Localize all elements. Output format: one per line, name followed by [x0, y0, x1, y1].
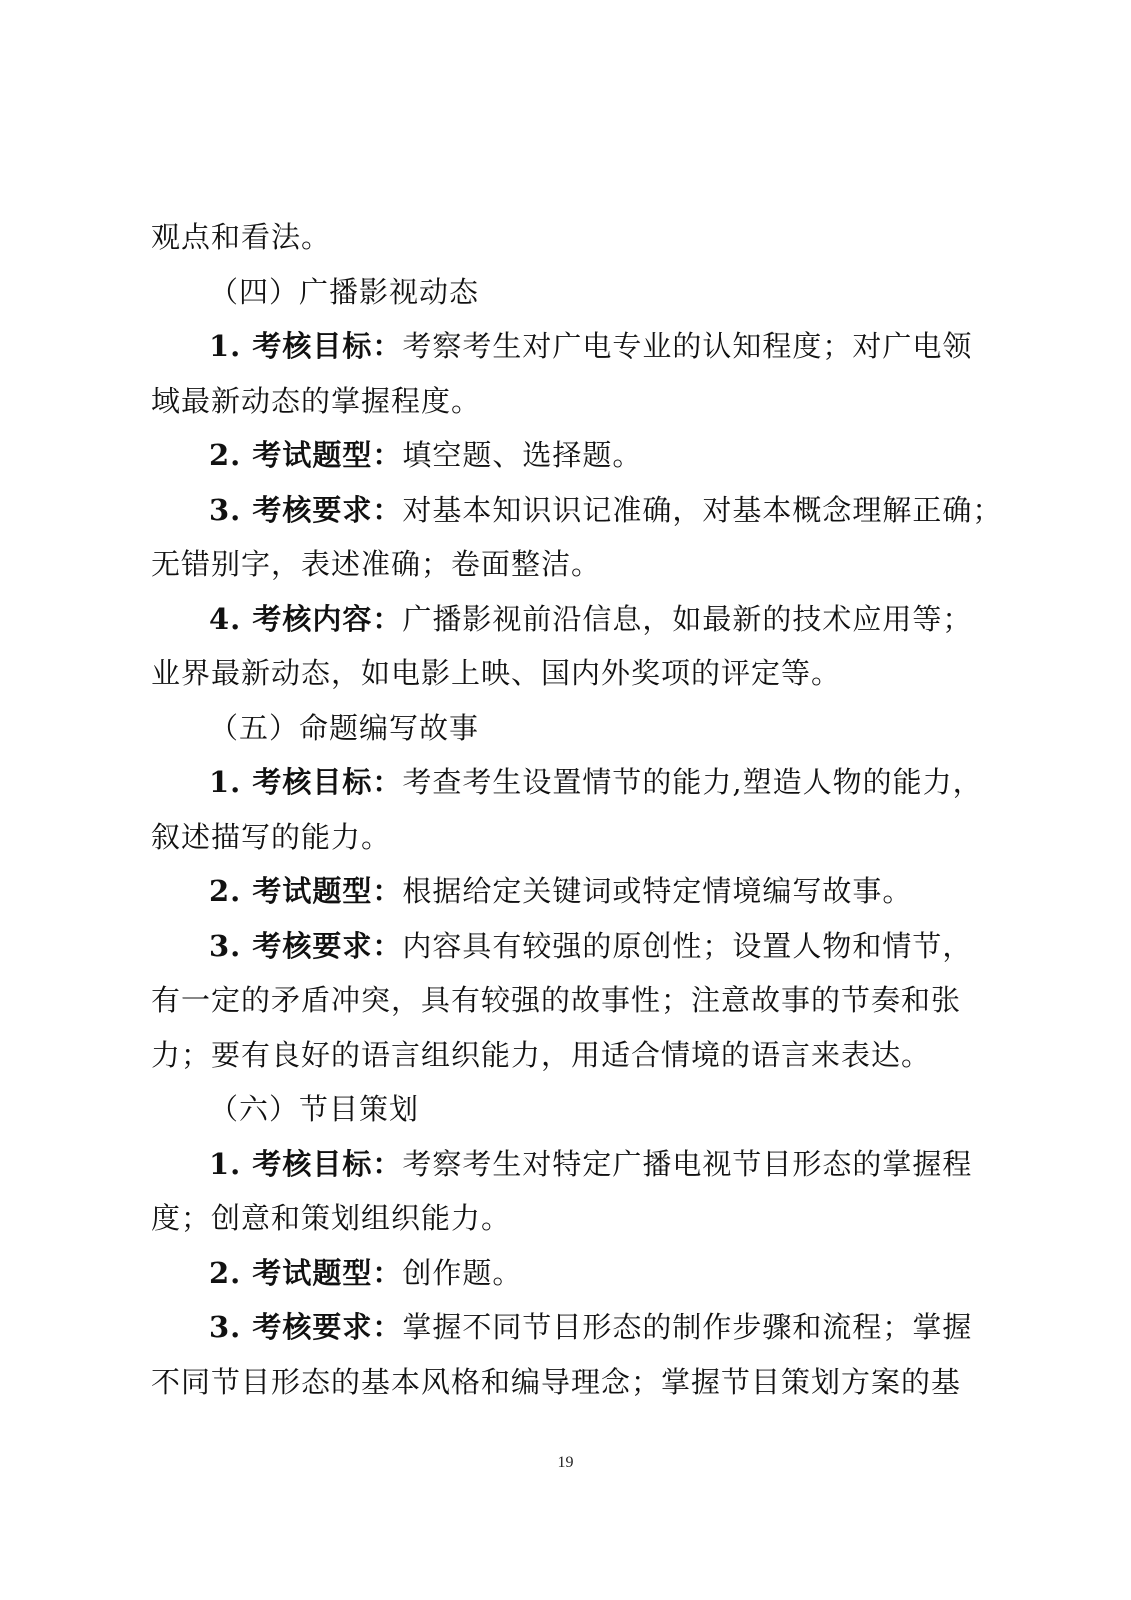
line-text: 创作题。 [402, 1255, 523, 1290]
body-text [151, 210, 1003, 1409]
item-line [151, 1300, 973, 1355]
item-label: 3. 考核要求： [209, 928, 403, 963]
item-line [151, 1191, 961, 1246]
item-label: 3. 考核要求： [209, 492, 403, 527]
item-line [151, 864, 961, 919]
line-text: 考查考生设置情节的能力,塑造人物的能力， [402, 765, 983, 799]
line-text: 业界最新动态，如电影上映、国内外奖项的评定等。 [151, 656, 842, 690]
section-heading: （六）节目策划 [209, 1092, 420, 1126]
line-text: 有一定的矛盾冲突，具有较强的故事性；注意故事的节奏和张 [151, 983, 962, 1017]
line-text: 考察考生对特定广播电视节目形态的掌握程 [402, 1146, 973, 1181]
line-text: 内容具有较强的原创性；设置人物和情节， [402, 928, 973, 963]
item-line [151, 537, 961, 592]
item-label: 4. 考核内容： [209, 601, 403, 636]
line-text: 观点和看法。 [151, 220, 332, 254]
item-label: 3. 考核要求： [209, 1310, 403, 1344]
item-line [151, 919, 973, 974]
item-line [151, 810, 961, 865]
page-number: 19 [557, 1454, 574, 1471]
line-text: 无错别字，表述准确；卷面整洁。 [151, 547, 602, 581]
line-text: 度；创意和策划组织能力。 [151, 1201, 512, 1235]
line-text: 根据给定关键词或特定情境编写故事。 [402, 874, 913, 908]
line-text: 广播影视前沿信息，如最新的技术应用等； [402, 601, 973, 636]
item-line [151, 592, 973, 647]
item-line [151, 1246, 961, 1301]
item-label: 2. 考试题型： [209, 1255, 403, 1290]
paragraph-line [151, 210, 961, 265]
line-text: 对基本知识识记准确，对基本概念理解正确； [402, 492, 1003, 527]
item-label: 1. 考核目标： [209, 765, 403, 799]
item-label: 1. 考核目标： [209, 329, 403, 363]
item-line [151, 1028, 961, 1083]
item-line [151, 755, 983, 810]
item-label: 2. 考试题型： [209, 438, 403, 472]
item-line [151, 319, 973, 374]
item-line [151, 483, 1003, 538]
item-line [151, 973, 961, 1028]
line-text: 叙述描写的能力。 [151, 819, 392, 854]
item-line [151, 1355, 961, 1410]
item-line [151, 428, 961, 483]
line-text: 填空题、选择题。 [402, 438, 643, 472]
section-heading: （四）广播影视动态 [209, 274, 480, 309]
line-text: 域最新动态的掌握程度。 [151, 383, 482, 418]
item-line [151, 1137, 973, 1192]
section-heading: （五）命题编写故事 [209, 710, 480, 745]
item-line [151, 646, 961, 701]
line-text: 不同节目形态的基本风格和编导理念；掌握节目策划方案的基 [151, 1364, 962, 1399]
line-text: 力；要有良好的语言组织能力，用适合情境的语言来表达。 [151, 1037, 932, 1072]
item-line [151, 374, 961, 429]
line-text: 掌握不同节目形态的制作步骤和流程；掌握 [402, 1310, 973, 1344]
item-label: 1. 考核目标： [209, 1146, 403, 1181]
item-label: 2. 考试题型： [209, 874, 403, 908]
line-text: 考察考生对广电专业的认知程度；对广电领 [402, 329, 973, 363]
